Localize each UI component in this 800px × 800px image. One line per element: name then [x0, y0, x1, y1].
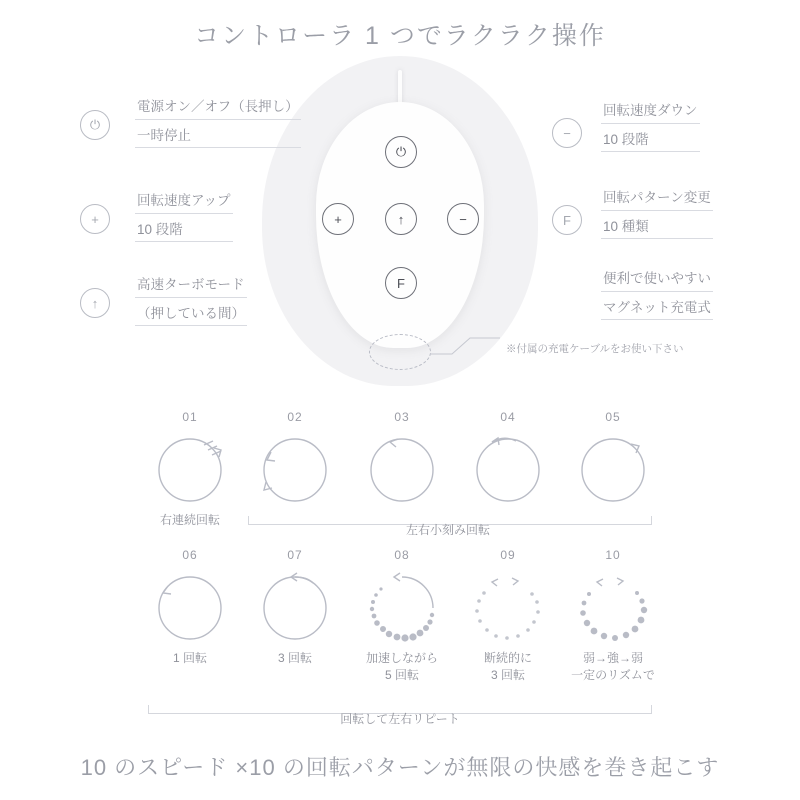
label-power [135, 100, 301, 157]
group-label-row1: 左右小刻み回転 [405, 523, 490, 537]
pattern-06-caption: 1 回転 [172, 651, 207, 665]
pattern-07-number: 07 [287, 548, 303, 562]
pattern-01 [130, 410, 250, 529]
pattern-10-art [553, 568, 673, 646]
pattern-07 [235, 548, 355, 667]
pattern-10 [553, 548, 673, 685]
label-speed-down [601, 104, 700, 161]
page-title: コントローラ 1 つでラクラク操作 [194, 22, 606, 50]
pattern-08 [342, 548, 462, 685]
pattern-05-art [553, 430, 673, 508]
pattern-05 [553, 410, 673, 512]
charge-cable-note: ※付属の充電ケーブルをお使い下さい [506, 343, 684, 355]
label-turbo-line1: 高速ターボモード [135, 278, 247, 298]
label-speed-down-line1: 回転速度ダウン [601, 104, 700, 124]
pattern-08-caption-l1: 加速しながら [365, 651, 438, 665]
label-power-line2: 一時停止 [135, 129, 301, 149]
label-magnet-line2: マグネット充電式 [601, 301, 713, 321]
pattern-03-number: 03 [394, 410, 410, 424]
pattern-08-art [342, 568, 462, 646]
pattern-07-caption: 3 回転 [277, 651, 312, 665]
pattern-02 [235, 410, 355, 512]
pattern-04-art [448, 430, 568, 508]
pattern-09 [448, 548, 568, 685]
pattern-05-number: 05 [605, 410, 621, 424]
pattern-09-art [448, 568, 568, 646]
label-turbo-line2: （押している間） [135, 307, 247, 327]
footer-tagline: 10 のスピード ×10 の回転パターンが無限の快感を巻き起こす [80, 755, 720, 780]
label-magnet-charge [601, 272, 713, 329]
minus-button-icon[interactable]: − [447, 203, 479, 235]
label-magnet-line1: 便利で使いやすい [601, 272, 713, 292]
pattern-icon: F [552, 205, 582, 235]
pattern-10-caption-l2: 一定のリズムで [571, 668, 655, 683]
pattern-09-number: 09 [500, 548, 516, 562]
label-pattern-line2: 10 種類 [601, 220, 713, 240]
pattern-08-caption [342, 650, 462, 685]
pattern-01-art [130, 430, 250, 508]
plus-icon: + [80, 204, 110, 234]
pattern-07-art [235, 568, 355, 646]
pattern-04-number: 04 [500, 410, 516, 424]
charge-callout-line [430, 336, 500, 354]
label-speed-up-line2: 10 段階 [135, 223, 233, 243]
pattern-01-caption: 右連続回転 [159, 513, 220, 527]
label-turbo [135, 278, 247, 335]
pattern-03 [342, 410, 462, 512]
power-button-icon[interactable]: ⏻ [385, 136, 417, 168]
pattern-09-caption [448, 650, 568, 685]
power-icon: ⏻ [80, 110, 110, 140]
pattern-03-art [342, 430, 462, 508]
pattern-02-number: 02 [287, 410, 303, 424]
pattern-06 [130, 548, 250, 667]
pattern-09-caption-l2: 3 回転 [490, 668, 525, 683]
label-power-line1: 電源オン／オフ（長押し） [135, 100, 301, 120]
charging-port-outline [369, 334, 431, 370]
minus-icon: − [552, 118, 582, 148]
turbo-icon: ↑ [80, 288, 110, 318]
pattern-09-caption-l1: 断続的に [483, 651, 532, 665]
pattern-10-number: 10 [605, 548, 621, 562]
plus-button-icon[interactable]: + [322, 203, 354, 235]
pattern-10-caption [553, 650, 673, 685]
pattern-08-number: 08 [394, 548, 410, 562]
pattern-02-art [235, 430, 355, 508]
pattern-06-number: 06 [182, 548, 198, 562]
group-label-row2: 回転して左右リピート [340, 712, 460, 726]
pattern-06-art [130, 568, 250, 646]
label-pattern [601, 191, 713, 248]
pattern-08-caption-l2: 5 回転 [384, 668, 419, 683]
label-speed-up-line1: 回転速度アップ [135, 194, 233, 214]
label-speed-up [135, 194, 233, 251]
label-pattern-line1: 回転パターン変更 [601, 191, 713, 211]
turbo-button-icon[interactable]: ↑ [385, 203, 417, 235]
pattern-button-icon[interactable]: F [385, 267, 417, 299]
pattern-04 [448, 410, 568, 512]
label-speed-down-line2: 10 段階 [601, 133, 700, 153]
pattern-01-number: 01 [182, 410, 198, 424]
pattern-10-caption-l1: 弱→強→弱 [582, 651, 643, 665]
